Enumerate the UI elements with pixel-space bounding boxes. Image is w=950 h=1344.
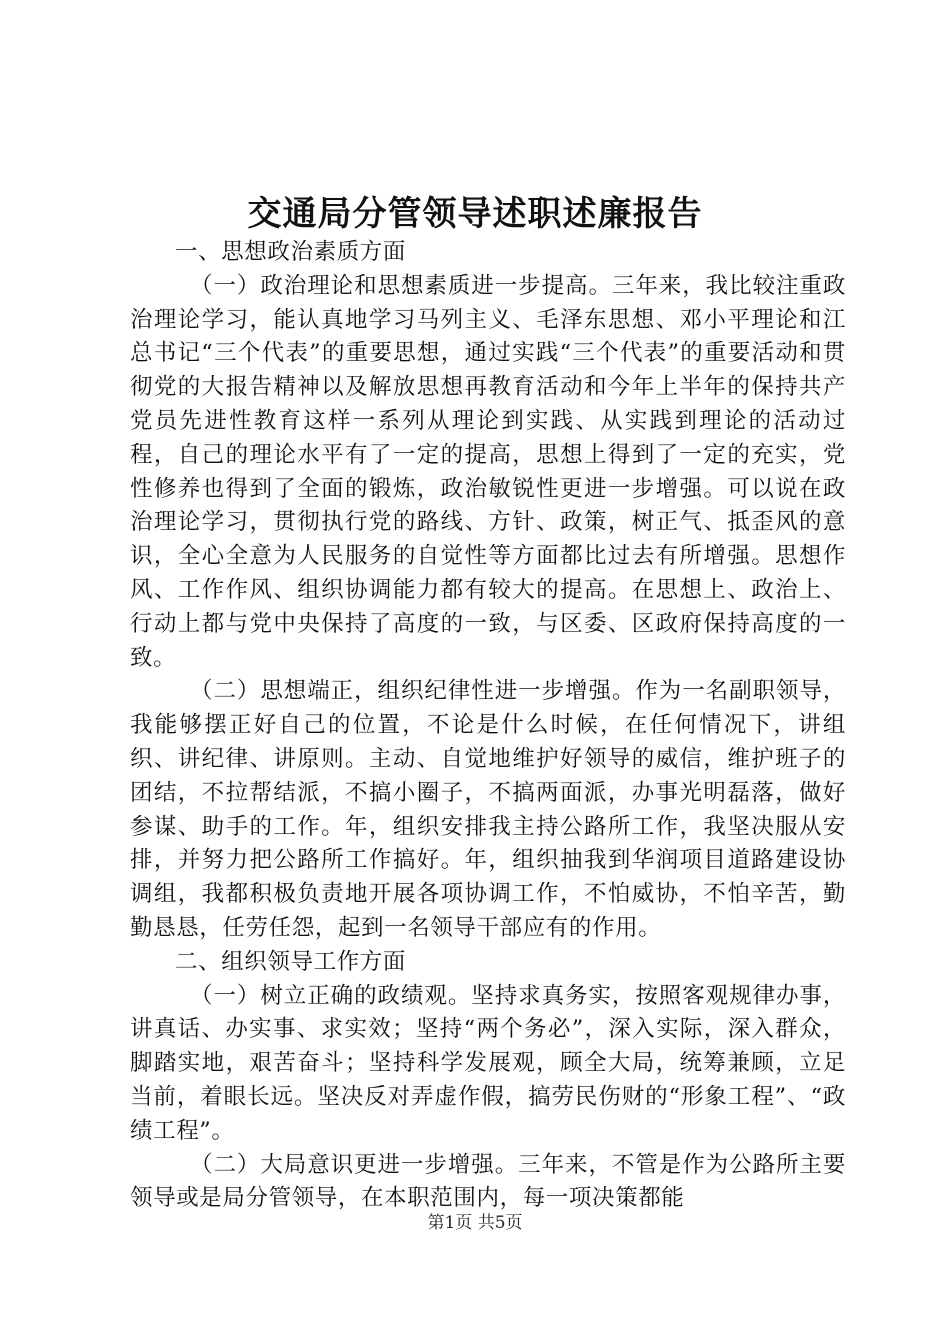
page-footer: 第1页 共5页 [427,1213,523,1233]
paragraph: （二）思想端正，组织纪律性进一步增强。作为一名副职领导，我能够摆正好自己的位置，不论是什么时候，在任何情况下，讲组织、讲纪律、讲原则。主动、自觉地维护好领导的威信，维护班子的团结，不拉帮结派，不搞小圈子，不搞两面派，办事光明磊落，做好参谋、助手的工作。年，组织安排我主持公路所工作，我坚决服从安排，并努力把公路所工作搞好。年，组织抽我到华润项目道路建设协调组，我都积极负责地开展各项协调工作，不怕威协，不怕辛苦，勤勤恳恳，任劳任怨，起到一名领导干部应有的作用。 [130,678,846,941]
paragraph: （二）大局意识更进一步增强。三年来，不管是作为公路所主要领导或是局分管领导，在本职范围内，每一项决策都能 [130,1151,846,1212]
section-heading: 二、组织领导工作方面 [175,948,407,975]
document-body [130,236,846,1216]
paragraph: （一）树立正确的政绩观。坚持求真务实，按照客观规律办事，讲真话、办实事、求实效；坚持“两个务必”，深入实际，深入群众，脚踏实地，艰苦奋斗；坚持科学发展观，顾全大局，统筹兼顾，立足当前，着眼长远。坚决反对弄虚作假，搞劳民伤财的“形象工程”、“政绩工程”。 [130,982,846,1144]
page-title: 交通局分管领导述职述廉报告 [247,194,703,234]
section-heading: 一、思想政治素质方面 [175,239,407,265]
paragraph: （一）政治理论和思想素质进一步提高。三年来，我比较注重政治理论学习，能认真地学习马列主义、毛泽东思想、邓小平理论和江总书记“三个代表”的重要思想，通过实践“三个代表”的重要活动和贯彻党的大报告精神以及解放思想再教育活动和今年上半年的保持共产党员先进性教育这样一系列从理论到实践、从实践到理论的活动过程，自己的理论水平有了一定的提高，思想上得到了一定的充实，党性修养也得到了全面的锻炼，政治敏锐性更进一步增强。可以说在政治理论学习，贯彻执行党的路线、方针、政策，树正气、抵歪风的意识，全心全意为人民服务的自觉性等方面都比过去有所增强。思想作风、工作作风、组织协调能力都有较大的提高。在思想上、政治上、行动上都与党中央保持了高度的一致，与区委、区政府保持高度的一致。 [130,272,846,671]
